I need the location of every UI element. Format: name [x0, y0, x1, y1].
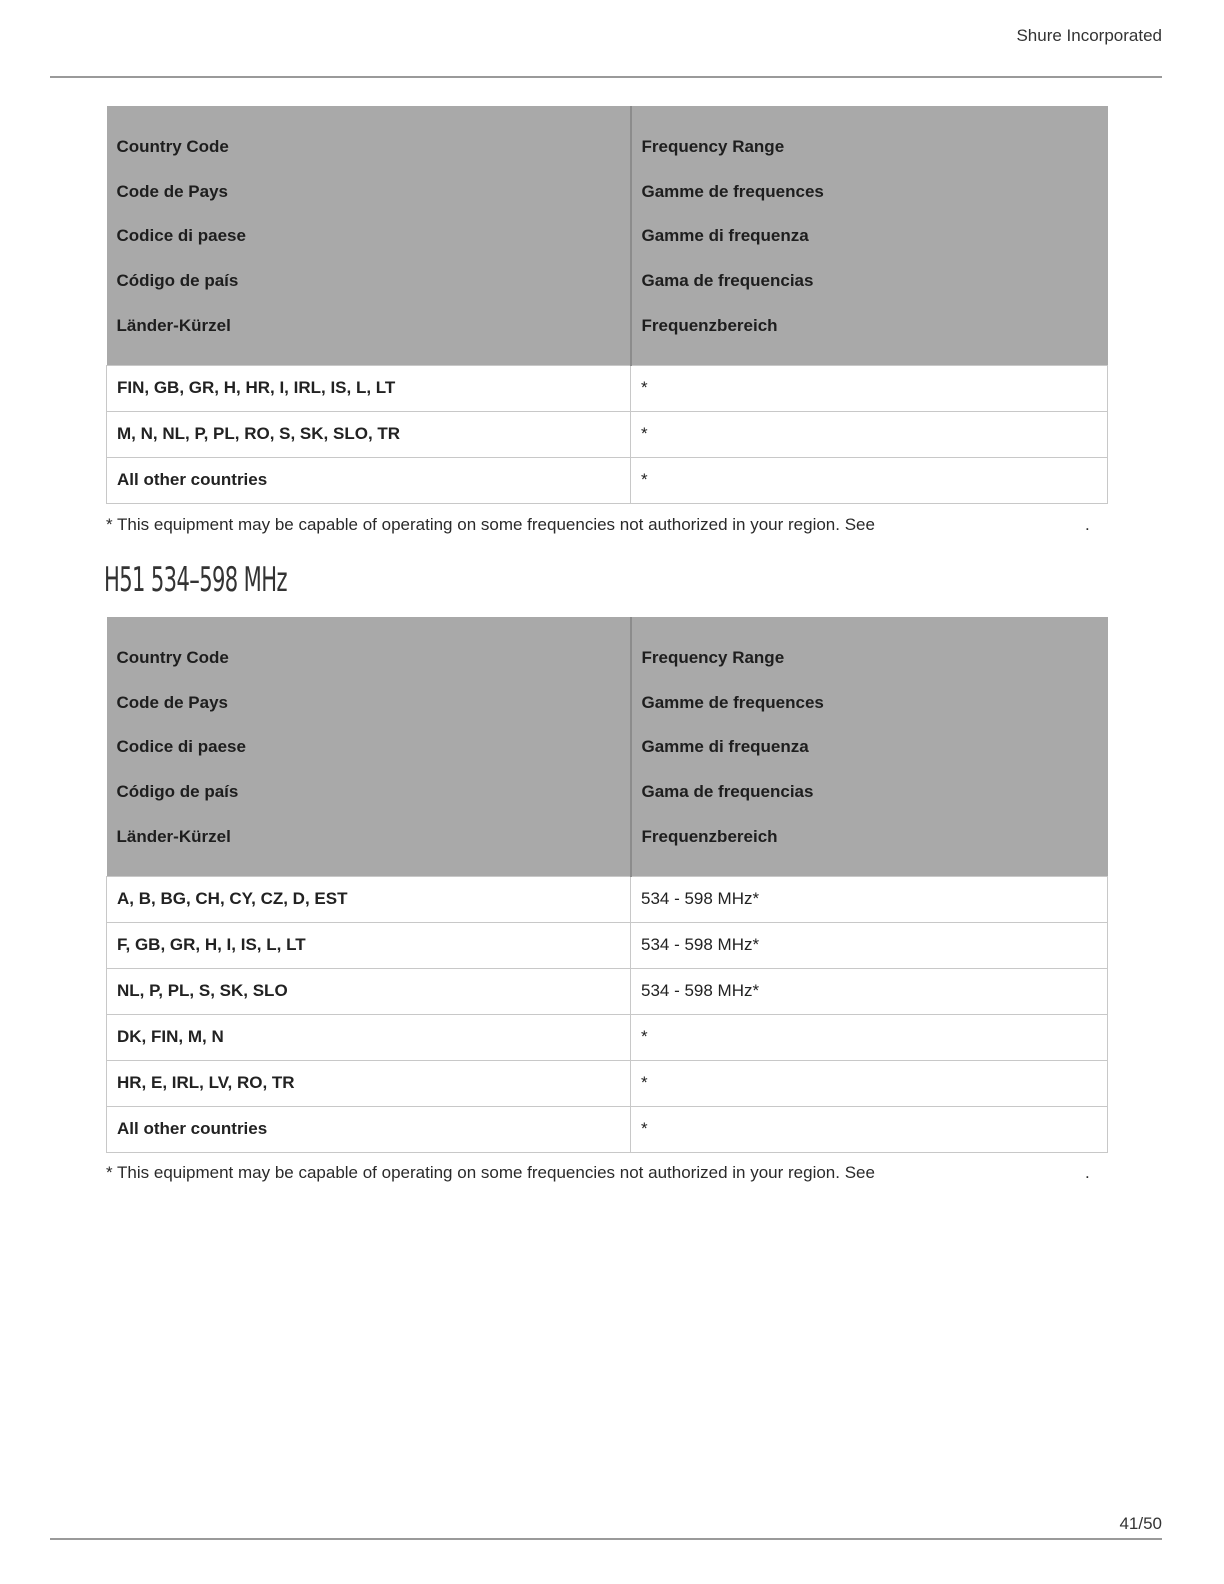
frequency-range-header — [631, 106, 1108, 365]
header-label: Länder-Kürzel — [116, 826, 231, 846]
frequency-range-cell: * — [631, 1060, 1108, 1106]
country-codes-cell: HR, E, IRL, LV, RO, TR — [107, 1060, 631, 1106]
footnote-text: * This equipment may be capable of operating on some frequencies not authorized in your region. See — [106, 1163, 875, 1182]
frequency-range-header — [631, 617, 1108, 876]
header-label: Código de país — [116, 782, 239, 802]
table-row — [107, 1106, 1108, 1152]
country-codes-cell: DK, FIN, M, N — [107, 1014, 631, 1060]
table-row — [107, 922, 1108, 968]
country-codes-cell: F, GB, GR, H, I, IS, L, LT — [107, 922, 631, 968]
header-label: Länder-Kürzel — [116, 315, 231, 335]
country-codes-cell: FIN, GB, GR, H, HR, I, IRL, IS, L, LT — [107, 365, 631, 411]
header-label: Frequency Range — [641, 137, 785, 156]
table-row — [107, 457, 1108, 503]
frequency-table-h51 — [106, 617, 1108, 1153]
frequency-range-cell: * — [631, 411, 1108, 457]
header-label: Code de Pays — [116, 692, 228, 712]
frequency-range-cell: 534 - 598 MHz* — [631, 968, 1108, 1014]
footnote-end: . — [1085, 515, 1090, 534]
header-label: Codice di paese — [116, 737, 246, 757]
frequency-range-cell: * — [631, 1014, 1108, 1060]
table-row — [107, 1060, 1108, 1106]
header-label: Gamme di frequenza — [641, 737, 809, 757]
footnote-end: . — [1085, 1163, 1090, 1182]
table-row — [107, 365, 1108, 411]
table-row — [107, 968, 1108, 1014]
header-label: Gamme de frequences — [641, 181, 824, 201]
country-codes-cell: NL, P, PL, S, SK, SLO — [107, 968, 631, 1014]
frequency-range-cell: * — [631, 457, 1108, 503]
table-row — [107, 411, 1108, 457]
frequency-table-1 — [106, 106, 1108, 504]
table-row — [107, 876, 1108, 922]
header-label: Country Code — [116, 137, 229, 156]
table-header-row — [107, 106, 1108, 365]
section-heading-h51: H51 534–598 MHz — [104, 560, 287, 600]
header-label: Gamme de frequences — [641, 692, 824, 712]
header-label: Country Code — [116, 648, 229, 667]
header-company-name: Shure Incorporated — [1016, 26, 1162, 45]
header-label: Gama de frequencias — [641, 271, 814, 291]
frequency-range-cell: 534 - 598 MHz* — [631, 922, 1108, 968]
table-row — [107, 1014, 1108, 1060]
table-header-row — [107, 617, 1108, 876]
header-label: Codice di paese — [116, 226, 246, 246]
table-1-footnote — [106, 515, 1090, 535]
country-codes-cell: M, N, NL, P, PL, RO, S, SK, SLO, TR — [107, 411, 631, 457]
header-divider — [50, 76, 1162, 78]
header-label: Gamme di frequenza — [641, 226, 809, 246]
header-label: Code de Pays — [116, 181, 228, 201]
header-label: Frequenzbereich — [641, 826, 778, 846]
page-number: 41/50 — [1119, 1514, 1162, 1533]
footnote-text: * This equipment may be capable of operating on some frequencies not authorized in your region. See — [106, 515, 875, 534]
country-codes-cell: All other countries — [107, 1106, 631, 1152]
header-label: Frequenzbereich — [641, 315, 778, 335]
country-codes-cell: All other countries — [107, 457, 631, 503]
country-codes-cell: A, B, BG, CH, CY, CZ, D, EST — [107, 876, 631, 922]
country-code-header — [107, 106, 631, 365]
footer-divider — [50, 1538, 1162, 1540]
frequency-range-cell: * — [631, 365, 1108, 411]
frequency-range-cell: * — [631, 1106, 1108, 1152]
header-label: Frequency Range — [641, 648, 785, 667]
table-h51-footnote — [106, 1163, 1090, 1183]
header-label: Gama de frequencias — [641, 782, 814, 802]
header-label: Código de país — [116, 271, 239, 291]
frequency-range-cell: 534 - 598 MHz* — [631, 876, 1108, 922]
country-code-header — [107, 617, 631, 876]
